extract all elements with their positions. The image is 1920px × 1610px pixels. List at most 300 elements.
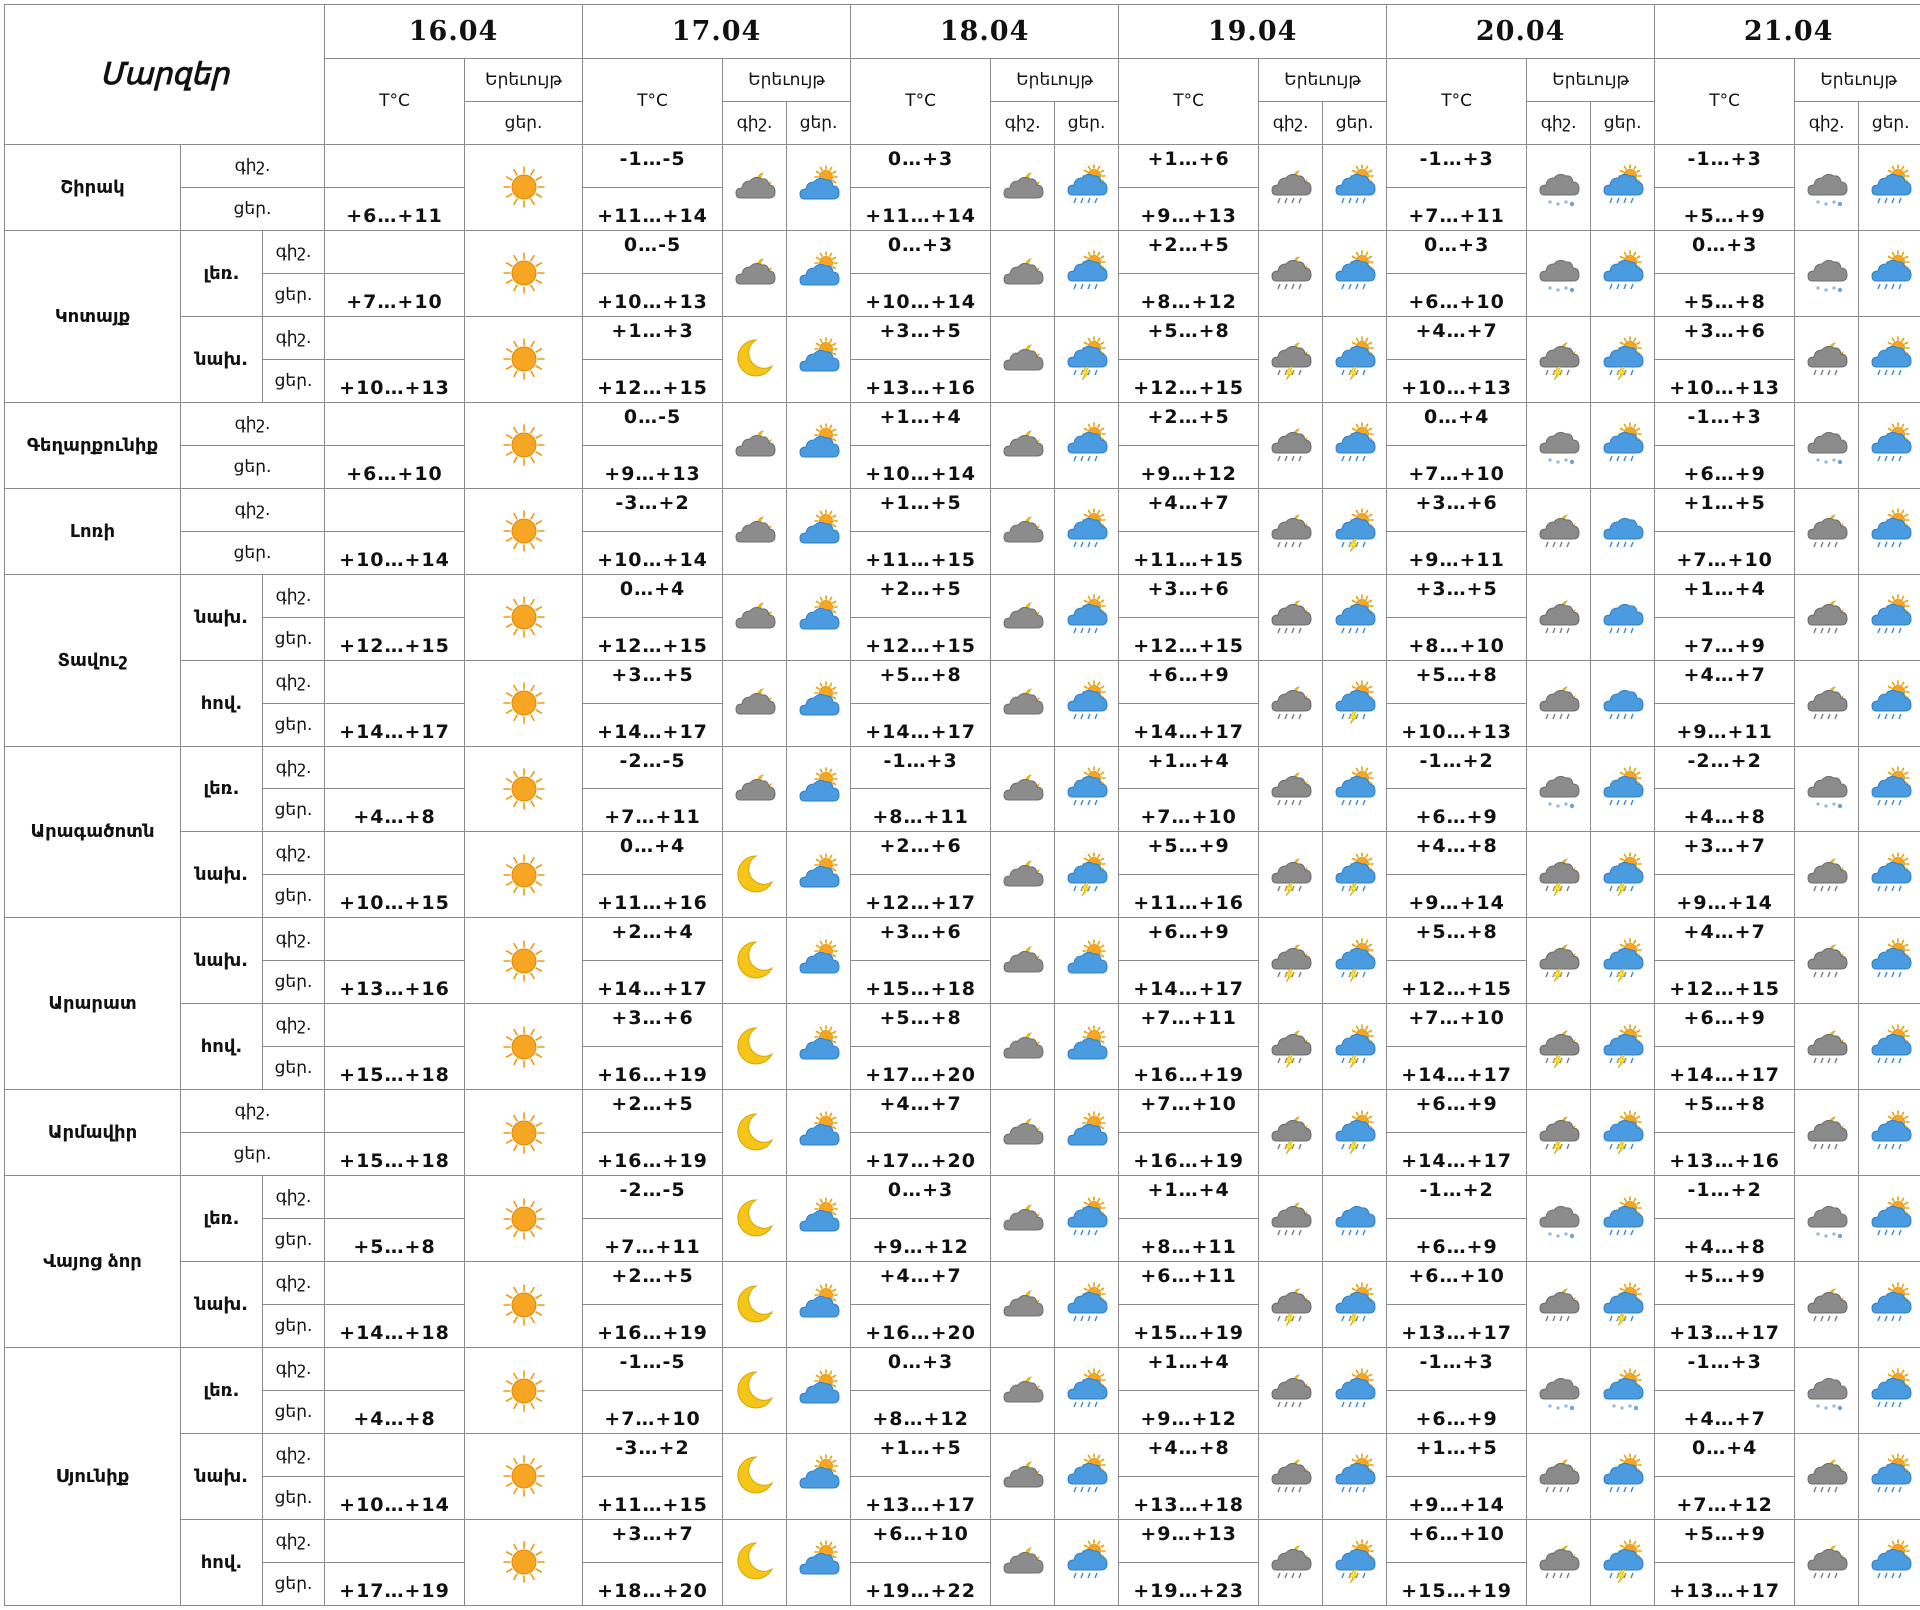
sun-cloud-rain-icon [1331,607,1379,626]
night-temp-range: 0…-5 [583,402,723,445]
time-of-day-label: գիշ. [263,918,325,961]
day-temp-range: +11…+15 [583,1476,723,1519]
sun-icon [500,1122,548,1141]
sun-icon [500,778,548,797]
moon-cloud-rain-icon [1267,263,1315,282]
moon-cloud-rain-icon [1267,521,1315,540]
day-phenomenon [1055,1090,1119,1176]
forecast-row-night [5,1519,1920,1562]
sun-cloud-icon [795,1380,843,1399]
night-temp-range: +6…+10 [851,1519,991,1562]
night-temp-range: +3…+6 [1655,316,1795,359]
night-phenomenon [1527,1434,1591,1520]
time-of-day-label: ցեր. [181,445,325,488]
day-temp-range: +7…+12 [1655,1476,1795,1519]
day1-phenomenon [465,402,583,488]
moon-icon [731,1380,779,1399]
sun-cloud-rain-icon [1867,1380,1915,1399]
night-temp-range: +5…+8 [851,660,991,703]
moon-cloud-icon [999,1036,1047,1055]
moon-icon [731,1552,779,1571]
time-of-day-label: ցեր. [181,187,325,230]
day-phenomenon [787,402,851,488]
day-phenomenon [1859,1004,1920,1090]
sun-cloud-rain-snow-icon [1599,1380,1647,1399]
night-temp-range: 0…+3 [1655,230,1795,273]
moon-cloud-storm-icon [1535,349,1583,368]
day-phenomenon [1859,660,1920,746]
night-temp-range: 0…+3 [851,144,991,187]
night-phenomenon [1527,1519,1591,1605]
night-phenomenon [1795,1434,1859,1520]
day-temp-range: +12…+15 [1119,359,1259,402]
moon-cloud-icon [731,177,779,196]
empty-night-temp [325,1176,465,1219]
sun-cloud-storm-icon [1331,693,1379,712]
day-temp-range: +16…+19 [1119,1133,1259,1176]
moon-cloud-icon [999,435,1047,454]
day-temp-range: +13…+17 [851,1476,991,1519]
moon-cloud-icon [999,521,1047,540]
day-phenomenon [1591,832,1655,918]
moon-cloud-storm-icon [1535,1122,1583,1141]
region-name: Լոռի [5,488,181,574]
sun-cloud-storm-icon [1599,1294,1647,1313]
night-temp-range: +3…+5 [583,660,723,703]
cloud-rain-snow-icon [1535,177,1583,196]
moon-cloud-icon [999,607,1047,626]
temp-column-header: T°C [1387,59,1527,145]
phenomenon-column-header: Երեւույթ [1795,59,1920,102]
sun-cloud-icon [1063,950,1111,969]
forecast-row-night [5,574,1920,617]
sun-cloud-rain-icon [1867,177,1915,196]
day-phenomenon [1055,488,1119,574]
day-temp-range: +5…+8 [1655,273,1795,316]
day-phenomenon [1055,918,1119,1004]
sun-cloud-rain-icon [1867,778,1915,797]
forecast-row-night [5,1434,1920,1477]
sun-icon [500,521,548,540]
moon-cloud-rain-icon [1803,607,1851,626]
day-phenomenon [1859,746,1920,832]
sun-cloud-icon [795,349,843,368]
day-phenomenon [1323,316,1387,402]
day-temp-range: +10…+14 [325,531,465,574]
time-of-day-label: գիշ. [263,1348,325,1391]
moon-cloud-rain-icon [1267,1208,1315,1227]
night-temp-range: +5…+8 [1655,1090,1795,1133]
region-name: Սյունիք [5,1348,181,1606]
night-temp-range: -1…+2 [1387,746,1527,789]
sun-cloud-rain-icon [1063,1466,1111,1485]
night-temp-range: +1…+5 [1387,1434,1527,1477]
day-temp-range: +12…+15 [1119,617,1259,660]
day-phenomenon [1323,660,1387,746]
night-temp-range: 0…+3 [1387,230,1527,273]
day-phenomenon [1323,746,1387,832]
night-temp-range: +6…+9 [1119,918,1259,961]
night-phenomenon [991,832,1055,918]
night-temp-range: -3…+2 [583,488,723,531]
phenomenon-column-header: Երեւույթ [1527,59,1655,102]
night-temp-range: 0…+3 [851,1348,991,1391]
sun-icon [500,693,548,712]
day-temp-range: +15…+18 [851,961,991,1004]
day-subheader: ցեր. [1323,101,1387,144]
sub-area-name: հով. [181,660,263,746]
day-temp-range: +9…+14 [1387,875,1527,918]
night-temp-range: 0…+4 [583,832,723,875]
day-temp-range: +13…+16 [1655,1133,1795,1176]
sun-cloud-storm-icon [1331,349,1379,368]
day1-phenomenon [465,832,583,918]
moon-cloud-rain-icon [1267,778,1315,797]
night-phenomenon [1259,1434,1323,1520]
night-temp-range: -2…-5 [583,1176,723,1219]
moon-cloud-storm-icon [1535,950,1583,969]
day-phenomenon [1591,1004,1655,1090]
day-phenomenon [1591,1262,1655,1348]
night-temp-range: -1…+3 [1387,1348,1527,1391]
night-temp-range: 0…+3 [851,230,991,273]
day-temp-range: +12…+15 [583,617,723,660]
night-phenomenon [991,1519,1055,1605]
sun-cloud-rain-icon [1867,263,1915,282]
forecast-row-night [5,1348,1920,1391]
day-temp-range: +11…+14 [851,187,991,230]
night-temp-range: -1…+3 [1655,144,1795,187]
day-temp-range: +10…+13 [325,359,465,402]
night-subheader: գիշ. [1795,101,1859,144]
day-phenomenon [787,1004,851,1090]
sun-icon [500,177,548,196]
day-phenomenon [1323,918,1387,1004]
day-temp-range: +14…+17 [1387,1047,1527,1090]
day-phenomenon [1323,1004,1387,1090]
day1-phenomenon [465,1434,583,1520]
empty-night-temp [325,488,465,531]
day-phenomenon [1859,144,1920,230]
day-temp-range: +14…+17 [1119,703,1259,746]
night-temp-range: +3…+5 [851,316,991,359]
moon-cloud-icon [731,693,779,712]
date-header: 20.04 [1387,5,1655,59]
sun-icon [500,864,548,883]
day-temp-range: +13…+18 [1119,1476,1259,1519]
day-temp-range: +13…+17 [1655,1562,1795,1605]
day-phenomenon [1591,1176,1655,1262]
day1-phenomenon [465,746,583,832]
cloud-rain-snow-icon [1803,177,1851,196]
night-phenomenon [991,1348,1055,1434]
day1-phenomenon [465,1004,583,1090]
night-temp-range: +3…+6 [1119,574,1259,617]
moon-cloud-icon [999,1122,1047,1141]
night-temp-range: +4…+8 [1387,832,1527,875]
sub-area-name: հով. [181,1004,263,1090]
region-name: Վայոց ձոր [5,1176,181,1348]
day-temp-range: +16…+19 [583,1133,723,1176]
night-phenomenon [1259,574,1323,660]
day1-phenomenon [465,230,583,316]
time-of-day-label: ցեր. [181,1133,325,1176]
time-of-day-label: գիշ. [263,230,325,273]
day-temp-range: +11…+16 [1119,875,1259,918]
day-temp-range: +19…+23 [1119,1562,1259,1605]
night-phenomenon [1259,1262,1323,1348]
header-row-dates [5,5,1920,59]
night-phenomenon [991,660,1055,746]
sun-cloud-storm-icon [1331,1036,1379,1055]
sun-cloud-rain-icon [1867,349,1915,368]
day-phenomenon [1055,574,1119,660]
night-temp-range: +5…+8 [1119,316,1259,359]
moon-icon [731,1122,779,1141]
sun-cloud-rain-icon [1867,607,1915,626]
day-temp-range: +5…+8 [325,1219,465,1262]
night-phenomenon [723,746,787,832]
day-temp-range: +17…+19 [325,1562,465,1605]
day-phenomenon [1591,660,1655,746]
day1-phenomenon [465,488,583,574]
cloud-rain-snow-icon [1535,1380,1583,1399]
day-phenomenon [1859,488,1920,574]
night-temp-range: +4…+7 [1119,488,1259,531]
day-temp-range: +12…+15 [583,359,723,402]
cloud-rain-snow-icon [1803,1208,1851,1227]
night-temp-range: +6…+9 [1655,1004,1795,1047]
day1-phenomenon [465,918,583,1004]
day-temp-range: +9…+12 [1119,1391,1259,1434]
sun-cloud-icon [795,778,843,797]
night-phenomenon [1259,402,1323,488]
day-phenomenon [787,230,851,316]
night-phenomenon [723,918,787,1004]
temp-column-header: T°C [583,59,723,145]
forecast-row-night [5,918,1920,961]
day-phenomenon [1591,1090,1655,1176]
date-header: 17.04 [583,5,851,59]
time-of-day-label: գիշ. [263,1519,325,1562]
day-phenomenon [1055,1004,1119,1090]
day-phenomenon [1859,1090,1920,1176]
night-temp-range: +4…+7 [851,1262,991,1305]
day-temp-range: +14…+17 [583,703,723,746]
night-temp-range: +5…+9 [1655,1519,1795,1562]
region-name: Գեղարքունիք [5,402,181,488]
day-temp-range: +15…+19 [1387,1562,1527,1605]
day-temp-range: +6…+10 [1387,273,1527,316]
day-temp-range: +9…+12 [1119,445,1259,488]
moon-cloud-rain-icon [1267,435,1315,454]
day-phenomenon [787,918,851,1004]
sun-cloud-icon [795,1552,843,1571]
time-of-day-label: ցեր. [263,273,325,316]
day-phenomenon [1859,230,1920,316]
region-name: Տավուշ [5,574,181,746]
day-phenomenon [1591,918,1655,1004]
night-temp-range: +3…+6 [583,1004,723,1047]
sun-cloud-rain-icon [1867,864,1915,883]
night-temp-range: +2…+5 [583,1090,723,1133]
day1-phenomenon [465,1348,583,1434]
night-phenomenon [991,1004,1055,1090]
day-temp-range: +14…+17 [1119,961,1259,1004]
sun-icon [500,950,548,969]
day-temp-range: +12…+17 [851,875,991,918]
moon-cloud-icon [731,263,779,282]
sun-cloud-rain-icon [1331,177,1379,196]
time-of-day-label: ցեր. [263,1476,325,1519]
day-temp-range: +16…+19 [1119,1047,1259,1090]
day-temp-range: +14…+18 [325,1305,465,1348]
moon-cloud-rain-icon [1535,693,1583,712]
empty-night-temp [325,918,465,961]
day-temp-range: +14…+17 [1387,1133,1527,1176]
time-of-day-label: գիշ. [263,1434,325,1477]
sun-cloud-icon [795,607,843,626]
moon-cloud-icon [999,693,1047,712]
empty-night-temp [325,1090,465,1133]
sun-cloud-storm-icon [1331,1294,1379,1313]
night-temp-range: -1…-5 [583,144,723,187]
cloud-rain-snow-icon [1535,1208,1583,1227]
day-temp-range: +6…+9 [1655,445,1795,488]
forecast-row-night [5,660,1920,703]
sun-cloud-storm-icon [1599,1036,1647,1055]
night-temp-range: +2…+5 [1119,230,1259,273]
night-phenomenon [1527,488,1591,574]
night-temp-range: +1…+4 [1119,746,1259,789]
day-phenomenon [1591,316,1655,402]
day-temp-range: +11…+16 [583,875,723,918]
day-temp-range: +6…+9 [1387,1391,1527,1434]
sun-cloud-storm-icon [1599,864,1647,883]
day-phenomenon [1859,1176,1920,1262]
sun-cloud-rain-icon [1867,950,1915,969]
day-phenomenon [1323,144,1387,230]
sub-area-name: նախ. [181,1434,263,1520]
sun-cloud-rain-icon [1599,778,1647,797]
time-of-day-label: ցեր. [263,359,325,402]
night-phenomenon [1795,746,1859,832]
moon-icon [731,1294,779,1313]
day-phenomenon [1323,1519,1387,1605]
day-temp-range: +7…+10 [583,1391,723,1434]
moon-cloud-icon [999,1552,1047,1571]
sun-icon [500,1380,548,1399]
sun-cloud-storm-icon [1331,1122,1379,1141]
day-phenomenon [1859,1262,1920,1348]
day-temp-range: +14…+17 [1655,1047,1795,1090]
night-temp-range: -1…+2 [1655,1176,1795,1219]
night-phenomenon [991,488,1055,574]
night-temp-range: +7…+10 [1387,1004,1527,1047]
date-header: 19.04 [1119,5,1387,59]
sun-cloud-rain-icon [1063,263,1111,282]
moon-cloud-rain-icon [1803,693,1851,712]
moon-cloud-rain-icon [1535,521,1583,540]
day-phenomenon [787,1434,851,1520]
sun-cloud-rain-icon [1599,1466,1647,1485]
sun-cloud-storm-icon [1599,1122,1647,1141]
day-temp-range: +4…+8 [325,1391,465,1434]
day-temp-range: +12…+15 [1655,961,1795,1004]
sun-cloud-rain-icon [1867,1036,1915,1055]
day-temp-range: +10…+13 [1387,703,1527,746]
day-phenomenon [1055,1434,1119,1520]
day-phenomenon [1859,574,1920,660]
time-of-day-label: ցեր. [263,703,325,746]
moon-cloud-rain-icon [1803,1552,1851,1571]
moon-cloud-storm-icon [1267,1294,1315,1313]
forecast-row-night [5,316,1920,359]
day-phenomenon [1323,1090,1387,1176]
sun-cloud-icon [795,177,843,196]
day-temp-range: +10…+14 [325,1476,465,1519]
sun-icon [500,349,548,368]
night-phenomenon [1259,316,1323,402]
day1-phenomenon [465,1176,583,1262]
night-phenomenon [991,1262,1055,1348]
night-temp-range: +6…+10 [1387,1262,1527,1305]
night-temp-range: +4…+7 [1655,918,1795,961]
sun-cloud-rain-icon [1867,521,1915,540]
region-name: Կոտայք [5,230,181,402]
day-temp-range: +14…+17 [851,703,991,746]
day1-phenomenon [465,660,583,746]
moon-cloud-rain-icon [1267,693,1315,712]
empty-night-temp [325,660,465,703]
day-temp-range: +13…+17 [1387,1305,1527,1348]
day1-phenomenon [465,1519,583,1605]
night-phenomenon [723,402,787,488]
night-temp-range: +1…+6 [1119,144,1259,187]
time-of-day-label: գիշ. [263,1004,325,1047]
date-header: 18.04 [851,5,1119,59]
day-phenomenon [1591,574,1655,660]
night-temp-range: -1…+3 [1655,1348,1795,1391]
sun-cloud-storm-icon [1331,1552,1379,1571]
day-temp-range: +9…+11 [1655,703,1795,746]
day-phenomenon [1591,1434,1655,1520]
day-phenomenon [1055,144,1119,230]
day-temp-range: +7…+9 [1655,617,1795,660]
day-phenomenon [1055,1262,1119,1348]
time-of-day-label: գիշ. [263,1262,325,1305]
moon-cloud-rain-icon [1803,1036,1851,1055]
day-phenomenon [787,488,851,574]
cloud-rain-icon [1331,1208,1379,1227]
phenomenon-column-header: Երեւույթ [1259,59,1387,102]
day-temp-range: +8…+11 [1119,1219,1259,1262]
time-of-day-label: ցեր. [263,1305,325,1348]
night-phenomenon [1527,144,1591,230]
night-temp-range: +1…+5 [851,488,991,531]
sun-cloud-rain-icon [1599,177,1647,196]
day-phenomenon [787,1262,851,1348]
night-phenomenon [1527,746,1591,832]
day-temp-range: +14…+17 [583,961,723,1004]
night-phenomenon [991,230,1055,316]
region-name: Արագածոտն [5,746,181,918]
sub-area-name: նախ. [181,316,263,402]
night-phenomenon [1795,1090,1859,1176]
day-temp-range: +9…+14 [1387,1476,1527,1519]
moon-cloud-icon [999,1466,1047,1485]
temp-column-header: T°C [1119,59,1259,145]
